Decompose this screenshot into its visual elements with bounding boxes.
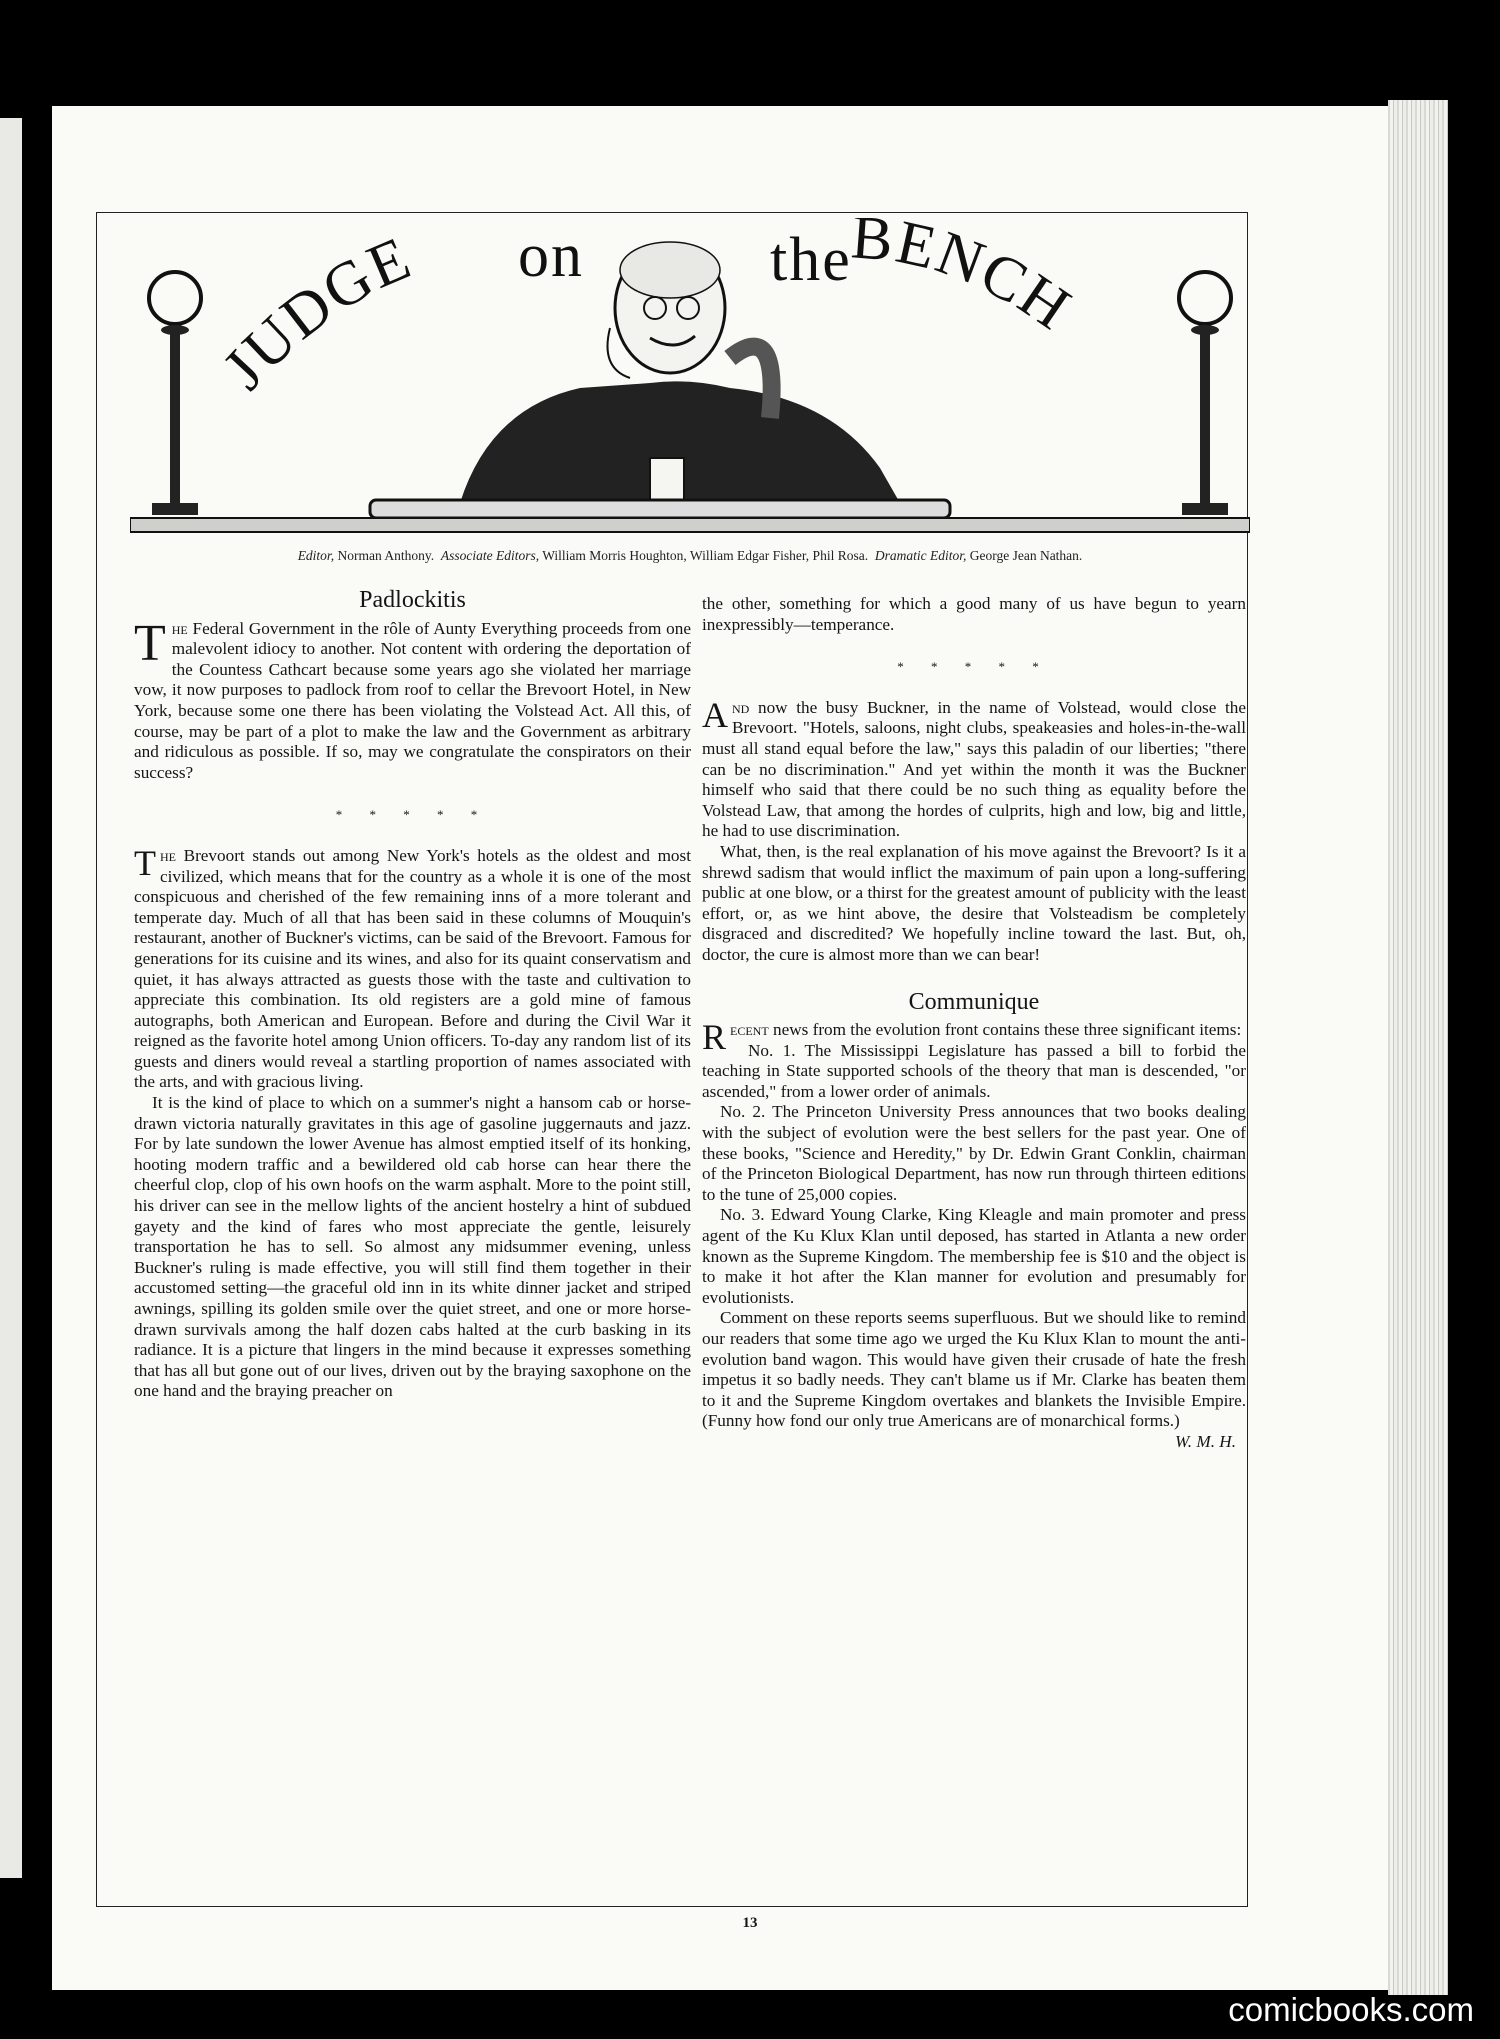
drop-cap: R xyxy=(702,1017,727,1058)
svg-text:JUDGE xyxy=(210,224,421,403)
right-lamp-post xyxy=(1179,272,1231,515)
paragraph-continued: the other, something for which a good many of us have begun to yearn inexpressibly—temperance. xyxy=(702,594,1246,634)
watermark: comicbooks.com xyxy=(1228,1991,1474,2028)
title-on: on xyxy=(518,222,584,290)
paragraph-text: Federal Government in the rôle of Aunty Everything proceeds from one malevolent idiocy to another. Not content with ordering the deportation of the Countess Cathcart because some years ago she violated her marriage vow, it now purposes to padlock from roof to cellar the Brevoort Hotel, in New York, because some one there has been violating the Volstead Act. All this, of course, may be part of a plot to make the law and the Government as arbitrary and ridiculous as possible. If so, may we congratulate the conspirators on their success? xyxy=(134,618,691,782)
small-caps: he xyxy=(160,845,176,865)
paragraph-1 xyxy=(134,614,691,784)
dramatic-label: Dramatic Editor, xyxy=(874,548,967,563)
drop-cap: T xyxy=(134,842,156,883)
paragraph-explanation: What, then, is the real explanation of his move against the Brevoort? Is it a shrewd sadism that would inflict the maximum of pain upon a long-suffering public at one blow, or a thirst for the greatest amount of publicity with the least effort, or, as we hint above, the desire that Volsteadism be completely disgraced and discredited? We hopefully incline toward the last. But, oh, doctor, the cure is almost more than we can bear! xyxy=(702,841,1246,964)
paragraph-comment xyxy=(702,1308,1246,1451)
svg-text:BENCH xyxy=(849,218,1084,344)
small-caps: ecent xyxy=(730,1020,769,1040)
ornament-divider: * * * * * xyxy=(335,807,490,823)
heading-padlockitis: Padlockitis xyxy=(359,587,466,613)
ornament-divider: * * * * * xyxy=(897,659,1051,675)
page-stack-edge xyxy=(1388,100,1448,1995)
signature: W. M. H. xyxy=(1175,1431,1236,1451)
paragraph-text: now the busy Buckner, in the name of Volstead, would close the Brevoort. "Hotels, saloons, night clubs, speakeasies and holes-in-the-wall must all stand equal before the law," says this paladin of our liberties; "there can be no discrimination." And yet within the month it was the Buckner himself who said that there could be no such thing as equality before the Volstead Law, that among the hordes of culprits, high and low, big and little, he had to use discrimination. xyxy=(702,697,1246,841)
item-1: No. 1. The Mississippi Legislature has passed a bill to forbid the teaching in State supported schools of the theory that man is descended, "or ascended," from a lower order of animals. xyxy=(702,1040,1246,1101)
left-column xyxy=(134,587,691,1402)
masthead xyxy=(130,218,1250,548)
bench xyxy=(130,500,1250,532)
paragraph-text: Brevoort stands out among New York's hotels as the oldest and most civilized, which means that for the country as a whole it is one of the most conspicuous and cherished of the few remaining inns of a more tolerant and temperate day. Much of all that has been said in these columns of Mouquin's restaurant, another of Buckner's victims, can be said of the Brevoort. Famous for generations for its cuisine and its wines, and also for its quaint conservatism and quiet, it has always attracted as guests those with the taste and cultivation to appreciate this combination. Its old registers are a gold mine of famous autographs, both American and European. Before and during the Civil War it reigned as the favorite hotel among Union officers. To-day any random list of its guests and diners would reveal a startling proportion of names associated with the arts, and with gracious living. xyxy=(134,845,691,1092)
title-the: the xyxy=(770,226,852,294)
right-column xyxy=(702,594,1246,1453)
paragraph-text: Comment on these reports seems superfluous. But we should like to remind our readers that some time ago we urged the Ku Klux Klan to mount the anti-evolution band wagon. This would have given their crusade of hate the fresh impetus it so badly needs. They can't blame us if Mr. Clarke has beaten them to it and the Supreme Kingdom overtakes and blankets the Invisible Empire. (Funny how fond our only true Americans are of monarchical forms.) xyxy=(702,1308,1246,1431)
small-caps: nd xyxy=(732,697,750,717)
associate-names: William Morris Houghton, William Edgar Fisher, Phil Rosa. xyxy=(542,548,869,563)
paragraph-recent xyxy=(702,1017,1246,1058)
masthead-illustration xyxy=(130,218,1250,548)
page-number: 13 xyxy=(742,1915,758,1931)
heading-communique: Communique xyxy=(908,988,1040,1015)
editor-label: Editor, xyxy=(297,548,335,563)
associate-label: Associate Editors, xyxy=(440,548,540,563)
item-2: No. 2. The Princeton University Press announces that two books dealing with the subject of evolution were the best sellers for the past year. One of these books, "Science and Heredity," by Dr. Edwin Grant Conklin, chairman of the Princeton Biological Department, has now run through thirteen editions to the tune of 25,000 copies. xyxy=(702,1102,1246,1204)
left-lamp-post xyxy=(149,272,201,515)
masthead-credits xyxy=(130,548,1250,564)
title-judge: JUDGE xyxy=(210,223,422,403)
drop-cap: T xyxy=(134,614,166,672)
item-3: No. 3. Edward Young Clarke, King Kleagle and main promoter and press agent of the Ku Klux Klan until deposed, has started in Atlanta a new order known as the Supreme Kingdom. The membership fee is $10 and the object is to make it hot after the Klan manner for evolution and presumably for evolutionists. xyxy=(702,1205,1246,1307)
dramatic-name: George Jean Nathan. xyxy=(969,548,1083,563)
drop-cap: A xyxy=(702,694,728,735)
paragraph-buckner xyxy=(702,694,1246,842)
paragraph-3: It is the kind of place to which on a summer's night a hansom cab or horse-drawn victoria naturally gravitates in this age of gasoline juggernauts and jazz. For by late sundown the lower Avenue has almost emptied itself of its honking, hooting modern traffic and a bewildered old cab horse can hear there the cheerful clop, clop of his own hoofs on the warm asphalt. More to the point still, his driver can see in the mellow lights of the ancient hostelry a hint of subdued gayety and the kind of fares who most appreciate the gentle, leisurely transportation he has to sell. So almost any midsummer evening, unless Buckner's ruling is made effective, you will still find them together in their accustomed setting—the graceful old inn in its white dinner jacket and striped awnings, spilling its golden smile over the quiet street, and one or more horse-drawn survivals among the half dozen cabs halted at the curb basking in its radiance. It is a picture that lingers in the mind because it expresses something that has all but gone out of our lives, driven out by the braying saxophone on the one hand and the braying preacher on xyxy=(134,1093,691,1401)
paragraph-text: news from the evolution front contains these three significant items: xyxy=(768,1020,1242,1040)
editor-name: Norman Anthony. xyxy=(337,548,435,563)
paragraph-2 xyxy=(134,842,691,1093)
facing-page-edge xyxy=(0,118,22,1878)
small-caps: he xyxy=(171,618,188,638)
title-bench: BENCH xyxy=(848,218,1084,344)
